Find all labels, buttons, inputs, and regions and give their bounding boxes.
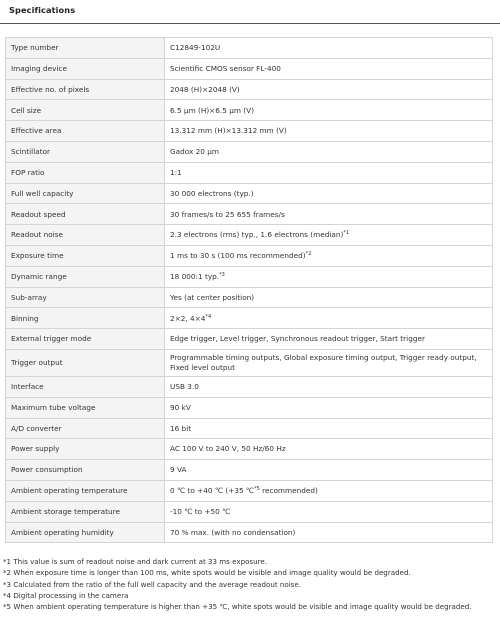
spec-row: [6, 460, 493, 481]
spec-value-text: Yes (at center position): [170, 292, 255, 302]
spec-label: Power consumption: [6, 460, 165, 481]
spec-row: [6, 141, 493, 162]
spec-value: [165, 329, 493, 350]
section-title: Specifications: [9, 5, 76, 15]
spec-value: [165, 121, 493, 142]
spec-row: [6, 308, 493, 329]
spec-value-text: 2048 (H)×2048 (V): [170, 84, 240, 94]
spec-value: [165, 501, 493, 522]
spec-value-text: 13.312 mm (H)×13.312 mm (V): [170, 126, 287, 136]
spec-label: Effective no. of pixels: [6, 79, 165, 100]
spec-row: [6, 376, 493, 397]
spec-value: [165, 522, 493, 543]
spec-value-text: 0 ℃ to +40 ℃ (+35 ℃: [170, 486, 255, 496]
spec-label: Readout noise: [6, 225, 165, 246]
spec-row: [6, 79, 493, 100]
spec-value-text: Programmable timing outputs, Global exposure timing output, Trigger ready output, Fixed level output: [170, 353, 477, 372]
spec-value: [165, 397, 493, 418]
spec-value-text: 2.3 electrons (rms) typ., 1.6 electrons (median): [170, 230, 344, 240]
spec-row: [6, 349, 493, 376]
footnote-ref: *1: [343, 230, 350, 237]
spec-value: [165, 480, 493, 501]
footnote: *3 Calculated from the ratio of the full well capacity and the average readout noise.: [3, 579, 301, 589]
spec-value: [165, 79, 493, 100]
spec-value-text: -10 ℃ to +50 ℃: [170, 506, 231, 516]
spec-label: FOP ratio: [6, 162, 165, 183]
spec-row: [6, 100, 493, 121]
spec-label: Ambient operating temperature: [6, 480, 165, 501]
spec-row: [6, 522, 493, 543]
spec-label: Full well capacity: [6, 183, 165, 204]
footnote-ref: *5: [254, 486, 260, 493]
footnote-ref: *4: [205, 313, 212, 320]
spec-label: Ambient storage temperature: [6, 501, 165, 522]
spec-value: [165, 141, 493, 162]
spec-row: [6, 480, 493, 501]
spec-label: Binning: [6, 308, 165, 329]
spec-value-text: 6.5 μm (H)×6.5 μm (V): [170, 105, 254, 115]
spec-value: [165, 245, 493, 266]
spec-row: [6, 225, 493, 246]
spec-value-text: 2×2, 4×4: [170, 313, 206, 323]
spec-row: [6, 329, 493, 350]
spec-table: [5, 37, 493, 543]
spec-label: Interface: [6, 376, 165, 397]
spec-value-text: 9 VA: [170, 465, 187, 475]
section-header: [0, 0, 500, 26]
spec-value-suffix: recommended): [259, 486, 318, 496]
spec-row: [6, 245, 493, 266]
spec-label: Trigger output: [6, 349, 165, 376]
spec-value-text: Gadox 20 μm: [170, 147, 219, 157]
footnote: *4 Digital processing in the camera: [3, 590, 129, 600]
spec-value-text: AC 100 V to 240 V, 50 Hz/60 Hz: [170, 444, 286, 454]
spec-value: [165, 225, 493, 246]
spec-label: Effective area: [6, 121, 165, 142]
spec-row: [6, 439, 493, 460]
spec-row: [6, 266, 493, 287]
spec-value: [165, 266, 493, 287]
spec-table-body: [6, 38, 493, 543]
spec-row: [6, 418, 493, 439]
spec-value: [165, 308, 493, 329]
spec-value-text: 30 frames/s to 25 655 frames/s: [170, 209, 285, 219]
spec-value-text: 90 kV: [170, 402, 191, 412]
spec-label: Type number: [6, 38, 165, 59]
spec-value: [165, 439, 493, 460]
footnote: *2 When exposure time is longer than 100 ms, white spots would be visible and image quality would be degraded.: [3, 568, 411, 578]
spec-label: Power supply: [6, 439, 165, 460]
spec-label: Sub-array: [6, 287, 165, 308]
footnote-ref: *2: [305, 251, 312, 258]
spec-value: [165, 349, 493, 376]
spec-value: [165, 58, 493, 79]
spec-value: [165, 183, 493, 204]
spec-value-text: 16 bit: [170, 423, 192, 433]
footnote: *1 This value is sum of readout noise and dark current at 33 ms exposure.: [3, 557, 267, 566]
spec-label: A/D converter: [6, 418, 165, 439]
spec-label: Imaging device: [6, 58, 165, 79]
spec-row: [6, 162, 493, 183]
spec-value: [165, 38, 493, 59]
footnotes: [3, 556, 498, 612]
spec-value-text: 30 000 electrons (typ.): [170, 188, 254, 198]
spec-row: [6, 287, 493, 308]
footnote: *5 When ambient operating temperature is higher than +35 ℃, white spots would be visible and image quality would be degraded.: [3, 602, 472, 612]
spec-value-text: Edge trigger, Level trigger, Synchronous readout trigger, Start trigger: [170, 334, 425, 344]
spec-value-text: 70 % max. (with no condensation): [170, 527, 296, 537]
header-divider: [0, 23, 500, 24]
footnote-ref: *3: [219, 271, 225, 278]
spec-value-text: USB 3.0: [170, 382, 199, 392]
spec-label: Readout speed: [6, 204, 165, 225]
spec-row: [6, 397, 493, 418]
spec-label: Scintillator: [6, 141, 165, 162]
spec-row: [6, 121, 493, 142]
spec-value: [165, 100, 493, 121]
spec-value-text: C12849-102U: [170, 43, 221, 53]
spec-value: [165, 287, 493, 308]
spec-row: [6, 183, 493, 204]
spec-value: [165, 204, 493, 225]
spec-label: Ambient operating humidity: [6, 522, 165, 543]
spec-label: Exposure time: [6, 245, 165, 266]
spec-label: Dynamic range: [6, 266, 165, 287]
spec-value-text: 18 000:1 typ.: [170, 271, 220, 281]
spec-value-text: Scientific CMOS sensor FL-400: [170, 63, 281, 73]
spec-label: External trigger mode: [6, 329, 165, 350]
spec-label: Cell size: [6, 100, 165, 121]
spec-row: [6, 58, 493, 79]
spec-value: [165, 376, 493, 397]
spec-row: [6, 38, 493, 59]
spec-row: [6, 204, 493, 225]
spec-row: [6, 501, 493, 522]
spec-label: Maximum tube voltage: [6, 397, 165, 418]
spec-value: [165, 162, 493, 183]
spec-value-text: 1:1: [170, 167, 182, 177]
spec-value: [165, 418, 493, 439]
spec-value-text: 1 ms to 30 s (100 ms recommended): [170, 251, 306, 261]
spec-value: [165, 460, 493, 481]
